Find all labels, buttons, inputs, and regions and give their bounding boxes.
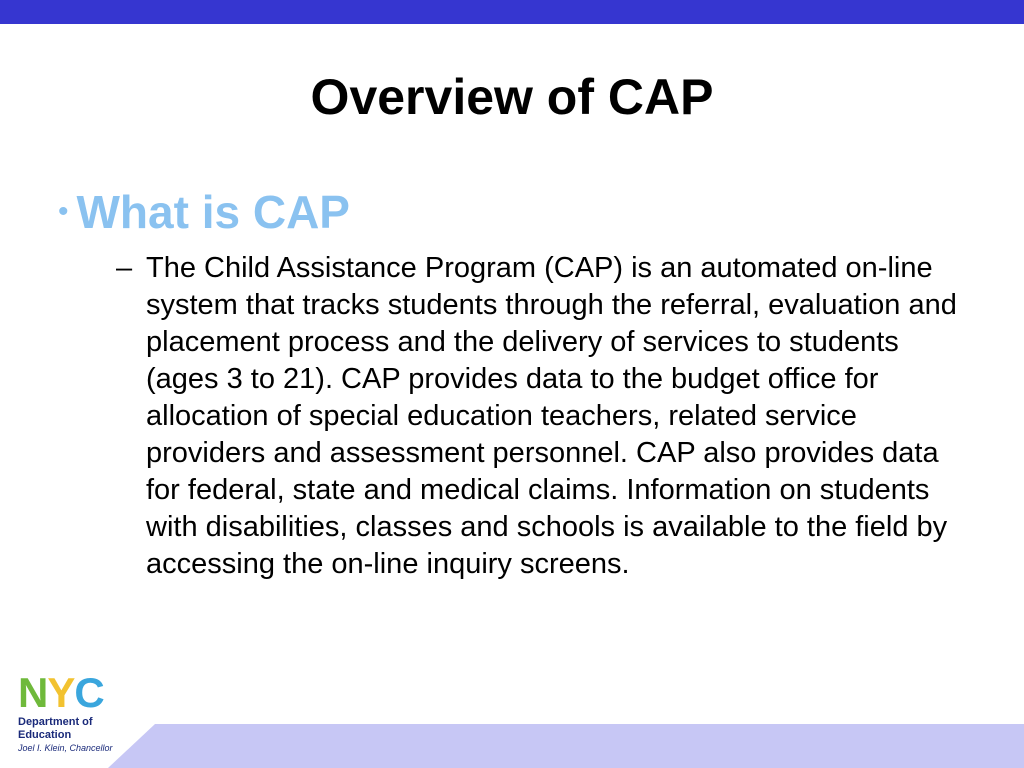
logo-chancellor-line: Joel I. Klein, Chancellor (18, 743, 113, 753)
logo-department-line: Department of (18, 716, 93, 728)
sub-bullet-item (116, 250, 966, 583)
slide-title: Overview of CAP (310, 69, 714, 125)
logo-letter-c: C (74, 669, 104, 716)
bullet-symbol: • (58, 195, 69, 228)
nyc-wordmark (18, 669, 138, 716)
top-accent-bar (0, 0, 1024, 24)
logo-education-line: Education (18, 729, 72, 741)
bottom-accent-band (0, 724, 1024, 768)
sub-bullet-text: The Child Assistance Program (CAP) is an automated on-line system that tracks students through the referral, evaluation and placement process and the delivery of services to students (ages 3 to 21). CAP provides data to the budget office for allocation of special education teachers, related service providers and assessment personnel. CAP also provides data for federal, state and medical claims. Information on students with disabilities, classes and schools is available to the field by accessing the on-line inquiry screens. (146, 252, 957, 580)
bullet-item (58, 182, 350, 242)
bullet-heading: What is CAP (76, 186, 350, 238)
logo-letter-y: Y (47, 669, 75, 716)
sub-bullet-symbol: – (116, 252, 133, 284)
logo-letter-n: N (18, 669, 48, 716)
